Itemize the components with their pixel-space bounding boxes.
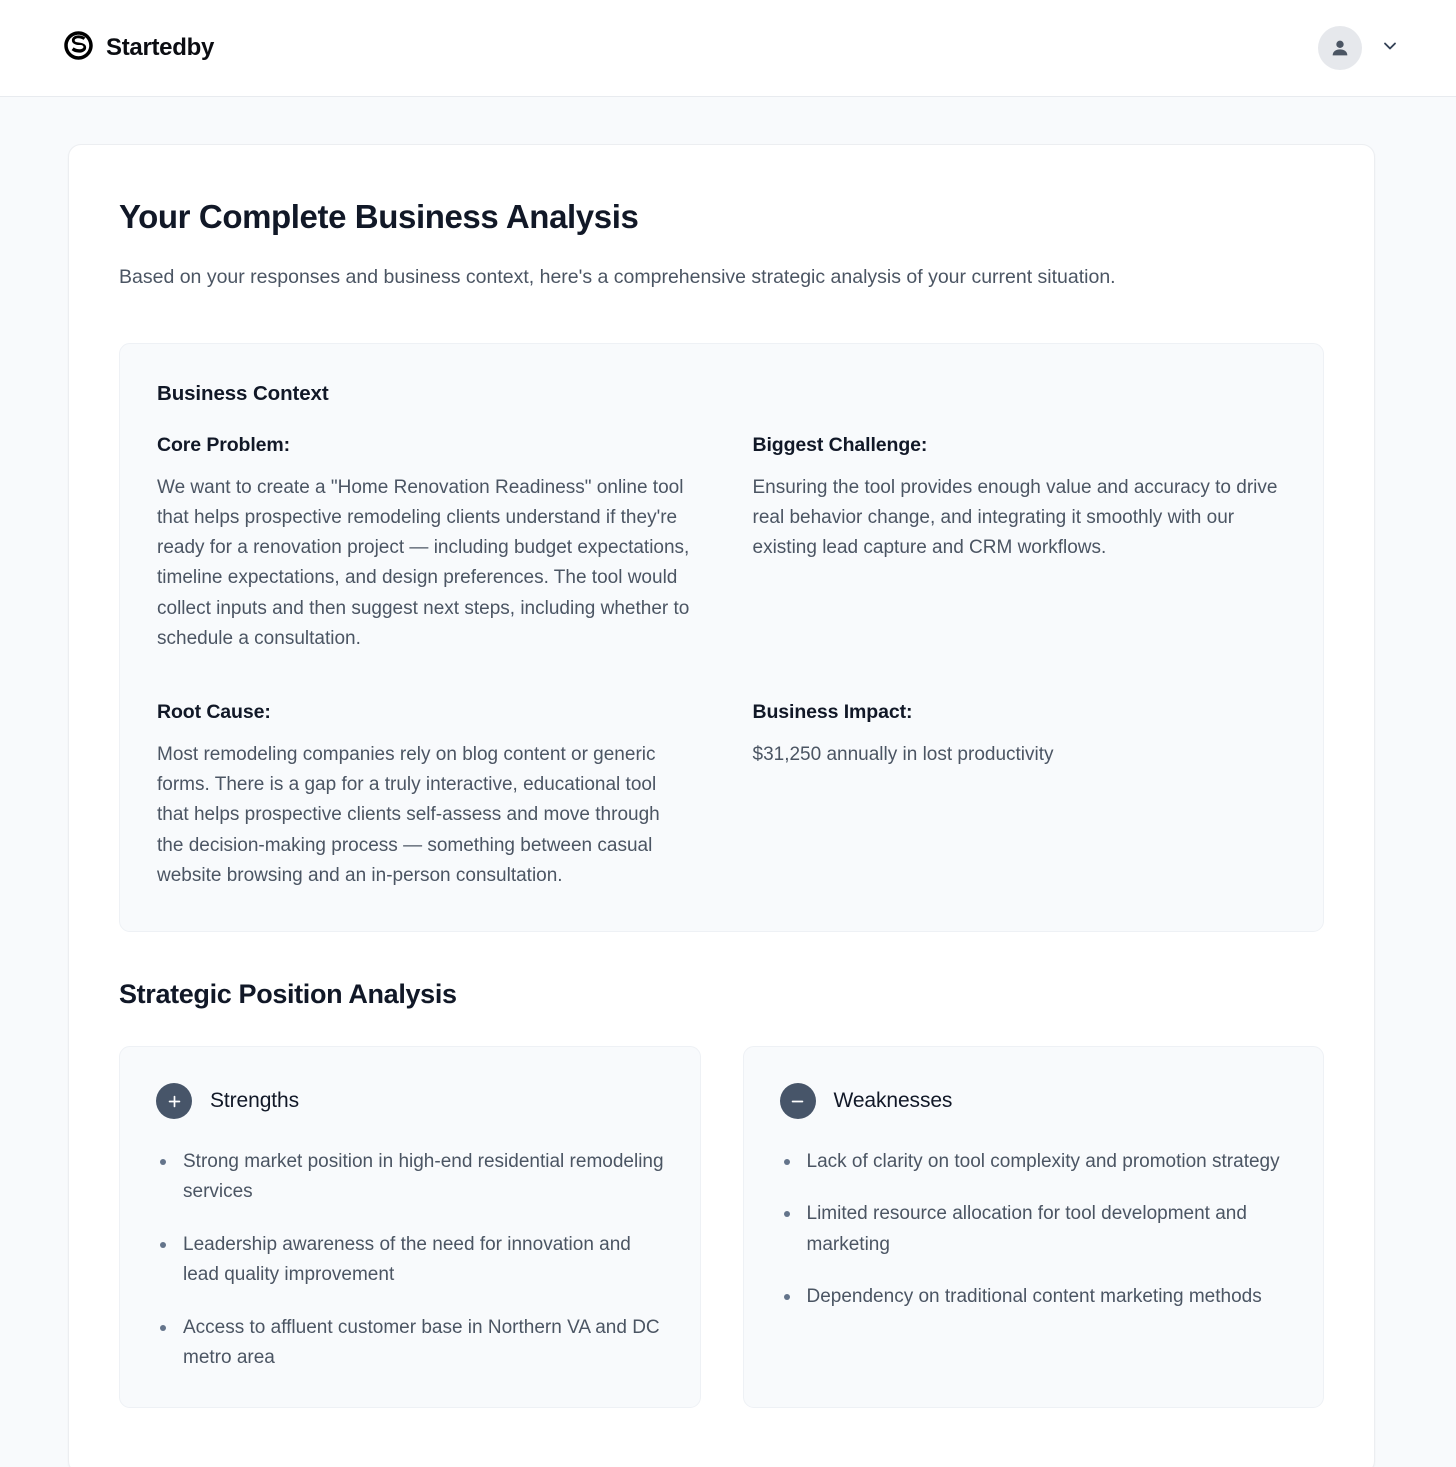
list-item: Leadership awareness of the need for innovation and lead quality improvement (156, 1230, 666, 1291)
brand-name: Startedby (106, 34, 214, 61)
context-item-text: Ensuring the tool provides enough value and accuracy to drive real behavior change, and integrating it smoothly with our existing lead capture and CRM workflows. (752, 476, 1278, 559)
swot-card-strengths (119, 1046, 701, 1408)
list-item: Strong market position in high-end residential remodeling services (156, 1147, 666, 1208)
weaknesses-list (780, 1147, 1290, 1313)
list-item: Limited resource allocation for tool development and marketing (780, 1199, 1290, 1260)
list-item: Lack of clarity on tool complexity and promotion strategy (780, 1147, 1290, 1177)
brand-logo[interactable] (62, 29, 214, 67)
startedby-s-logo-icon (62, 29, 95, 67)
context-item-label: Business Impact: (752, 701, 913, 724)
context-item-label: Core Problem: (157, 433, 291, 456)
page-body (0, 97, 1456, 1467)
context-item-core-problem (157, 434, 691, 654)
context-item-business-impact (753, 701, 1287, 891)
person-icon (1329, 37, 1351, 59)
context-item-label: Root Cause: (157, 701, 271, 724)
business-context-grid (157, 434, 1286, 891)
business-context-heading: Business Context (157, 381, 329, 405)
context-item-text: We want to create a "Home Renovation Readiness" online tool that helps prospective remodeling clients understand if they're ready for a renovation project — including budget expectations, timeline expectations, and design preferences. The tool would collect inputs and then suggest next steps, including whether to schedule a consultation. (157, 476, 690, 649)
list-item: Dependency on traditional content marketing methods (780, 1282, 1290, 1312)
page-title: Your Complete Business Analysis (119, 198, 639, 235)
context-item-biggest-challenge (753, 434, 1287, 654)
business-context-panel (119, 343, 1324, 932)
page-subtitle: Based on your responses and business context, here's a comprehensive strategic analysis of your current situation. (119, 265, 1116, 288)
context-item-root-cause (157, 701, 691, 891)
swot-card-header (780, 1083, 1290, 1119)
grid-spacer (753, 654, 1287, 701)
context-item-label: Biggest Challenge: (752, 433, 928, 456)
plus-circle-icon (156, 1083, 192, 1119)
swot-card-title: Strengths (210, 1089, 299, 1113)
context-item-text: $31,250 annually in lost productivity (752, 744, 1054, 766)
list-item: Access to affluent customer base in Northern VA and DC metro area (156, 1313, 666, 1374)
swot-card-weaknesses (743, 1046, 1325, 1408)
swot-card-title: Weaknesses (833, 1089, 953, 1113)
strategic-position-heading: Strategic Position Analysis (119, 979, 457, 1010)
avatar[interactable] (1318, 26, 1362, 70)
app-header (0, 0, 1456, 97)
context-item-text: Most remodeling companies rely on blog content or generic forms. There is a gap for a truly interactive, educational tool that helps prospective clients self-assess and move through the decision-making process — something between casual website browsing and an in-person consultation. (157, 744, 660, 886)
grid-spacer (157, 654, 691, 701)
swot-grid (119, 1046, 1324, 1408)
chevron-down-icon[interactable] (1380, 36, 1400, 61)
account-menu[interactable] (1318, 26, 1400, 70)
swot-card-header (156, 1083, 666, 1119)
strengths-list (156, 1147, 666, 1373)
minus-circle-icon (780, 1083, 816, 1119)
analysis-card (68, 144, 1375, 1467)
